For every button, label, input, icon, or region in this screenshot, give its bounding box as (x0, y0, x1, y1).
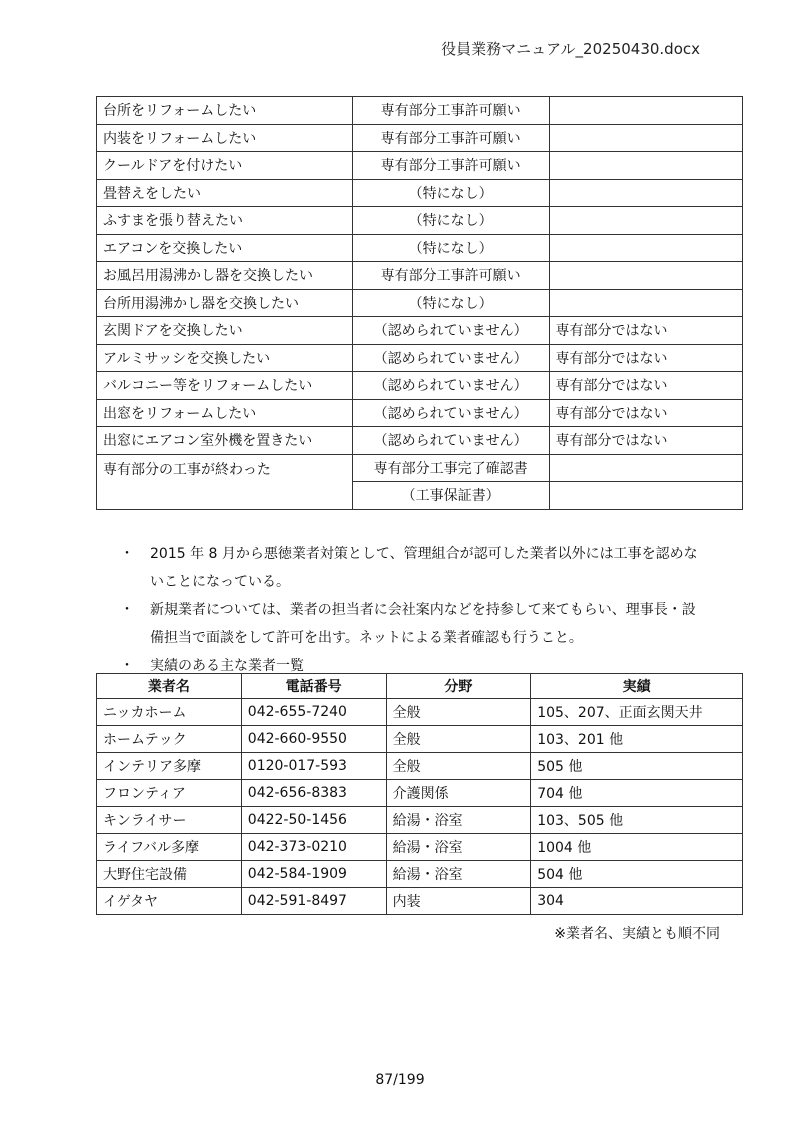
vendor-track-record: 505 他 (531, 753, 743, 780)
vendor-phone: 042-591-8497 (241, 888, 386, 915)
renovation-form: （特になし） (352, 179, 549, 207)
renovation-form: （認められていません） (352, 372, 549, 400)
renovation-note (549, 234, 742, 262)
renovation-form: （認められていません） (352, 427, 549, 455)
table-row (97, 317, 743, 345)
renovation-note (549, 262, 742, 290)
vendor-name: 大野住宅設備 (97, 861, 242, 888)
renovation-item: 内装をリフォームしたい (97, 124, 353, 152)
vendor-field: 内装 (386, 888, 531, 915)
renovation-form: 専有部分工事許可願い (352, 124, 549, 152)
vendor-field: 給湯・浴室 (386, 834, 531, 861)
renovation-note (549, 97, 742, 125)
renovation-note (549, 289, 742, 317)
renovation-note (549, 152, 742, 180)
renovation-note: 専有部分ではない (549, 317, 742, 345)
renovation-item: 出窓にエアコン室外機を置きたい (97, 427, 353, 455)
note-text: 2015 年 8 月から悪徳業者対策として、管理組合が認可した業者以外には工事を認めないことになっている。 (150, 546, 698, 590)
note-text: 新規業者については、業者の担当者に会社案内などを持参して来てもらい、理事長・設備担当で面談をして許可を出す。ネットによる業者確認も行うこと。 (150, 602, 696, 646)
renovation-note (549, 124, 742, 152)
renovation-form: （認められていません） (352, 399, 549, 427)
table-row (97, 179, 743, 207)
header-vendor-name: 業者名 (97, 674, 242, 699)
vendor-field: 給湯・浴室 (386, 861, 531, 888)
vendor-name: ニッカホーム (97, 699, 242, 726)
vendor-phone: 042-655-7240 (241, 699, 386, 726)
bullet: ・ (120, 602, 134, 618)
renovation-item: エアコンを交換したい (97, 234, 353, 262)
table-row (97, 262, 743, 290)
vendor-track-record: 105、207、正面玄関天井 (531, 699, 743, 726)
renovation-item: アルミサッシを交換したい (97, 344, 353, 372)
renovation-note: 専有部分ではない (549, 399, 742, 427)
header-track-record: 実績 (531, 674, 743, 699)
note-item (120, 540, 700, 596)
renovation-form: 専有部分工事許可願い (352, 152, 549, 180)
vendor-track-record: 1004 他 (531, 834, 743, 861)
table-row (97, 152, 743, 180)
renovation-note (549, 454, 742, 482)
table-row (97, 372, 743, 400)
vendor-name: ライフバル多摩 (97, 834, 242, 861)
renovation-item: クールドアを付けたい (97, 152, 353, 180)
vendor-track-record: 704 他 (531, 780, 743, 807)
vendor-phone: 0422-50-1456 (241, 807, 386, 834)
vendor-name: インテリア多摩 (97, 753, 242, 780)
table-row (97, 861, 743, 888)
notes-list (120, 540, 700, 680)
header-phone: 電話番号 (241, 674, 386, 699)
table-row (97, 399, 743, 427)
table-row (97, 888, 743, 915)
vendor-name: ホームテック (97, 726, 242, 753)
table-row (97, 753, 743, 780)
vendor-table (96, 673, 743, 915)
vendor-phone: 042-660-9550 (241, 726, 386, 753)
vendor-phone: 0120-017-593 (241, 753, 386, 780)
table-row (97, 699, 743, 726)
renovation-form: （認められていません） (352, 344, 549, 372)
renovation-item: お風呂用湯沸かし器を交換したい (97, 262, 353, 290)
bullet: ・ (120, 546, 134, 562)
table-row (97, 207, 743, 235)
vendor-field: 給湯・浴室 (386, 807, 531, 834)
vendor-track-record: 103、505 他 (531, 807, 743, 834)
header-field: 分野 (386, 674, 531, 699)
renovation-form: 専有部分工事許可願い (352, 262, 549, 290)
renovation-note: 専有部分ではない (549, 372, 742, 400)
vendor-phone: 042-584-1909 (241, 861, 386, 888)
vendor-field: 全般 (386, 699, 531, 726)
renovation-note (549, 482, 742, 510)
renovation-note: 専有部分ではない (549, 427, 742, 455)
document-filename: 役員業務マニュアル_20250430.docx (441, 40, 700, 58)
renovation-item: 出窓をリフォームしたい (97, 399, 353, 427)
table-row (97, 97, 743, 125)
vendor-name: キンライサー (97, 807, 242, 834)
renovation-item: 畳替えをしたい (97, 179, 353, 207)
note-item (120, 596, 700, 652)
table-row (97, 780, 743, 807)
vendor-field: 全般 (386, 726, 531, 753)
renovation-form: 専有部分工事完了確認書 (352, 454, 549, 482)
renovation-form: （特になし） (352, 207, 549, 235)
renovation-item: 玄関ドアを交換したい (97, 317, 353, 345)
table-row (97, 289, 743, 317)
vendor-track-record: 504 他 (531, 861, 743, 888)
vendor-phone: 042-373-0210 (241, 834, 386, 861)
vendor-name: フロンティア (97, 780, 242, 807)
vendor-track-record: 103、201 他 (531, 726, 743, 753)
renovation-item: 台所をリフォームしたい (97, 97, 353, 125)
renovation-form: （工事保証書） (352, 482, 549, 510)
page-number: 87/199 (375, 1072, 425, 1088)
table-row (97, 726, 743, 753)
vendor-field: 介護関係 (386, 780, 531, 807)
vendor-field: 全般 (386, 753, 531, 780)
table-row (97, 807, 743, 834)
vendor-phone: 042-656-8383 (241, 780, 386, 807)
vendor-name: イゲタヤ (97, 888, 242, 915)
renovation-item: ふすまを張り替えたい (97, 207, 353, 235)
renovation-note (549, 207, 742, 235)
table-row (97, 124, 743, 152)
renovation-form: 専有部分工事許可願い (352, 97, 549, 125)
table-row (97, 427, 743, 455)
renovation-item: 専有部分の工事が終わった (97, 454, 353, 509)
footnote: ※業者名、実績とも順不同 (554, 926, 720, 942)
table-row (97, 234, 743, 262)
renovation-item: 台所用湯沸かし器を交換したい (97, 289, 353, 317)
renovation-item: バルコニー等をリフォームしたい (97, 372, 353, 400)
table-row (97, 834, 743, 861)
renovation-table (96, 96, 743, 510)
note-text: 実績のある主な業者一覧 (150, 658, 304, 674)
table-row (97, 344, 743, 372)
table-row (97, 454, 743, 482)
renovation-form: （認められていません） (352, 317, 549, 345)
vendor-table-header (97, 674, 743, 699)
bullet: ・ (120, 658, 134, 674)
renovation-note (549, 179, 742, 207)
renovation-form: （特になし） (352, 234, 549, 262)
vendor-track-record: 304 (531, 888, 743, 915)
renovation-note: 専有部分ではない (549, 344, 742, 372)
renovation-form: （特になし） (352, 289, 549, 317)
